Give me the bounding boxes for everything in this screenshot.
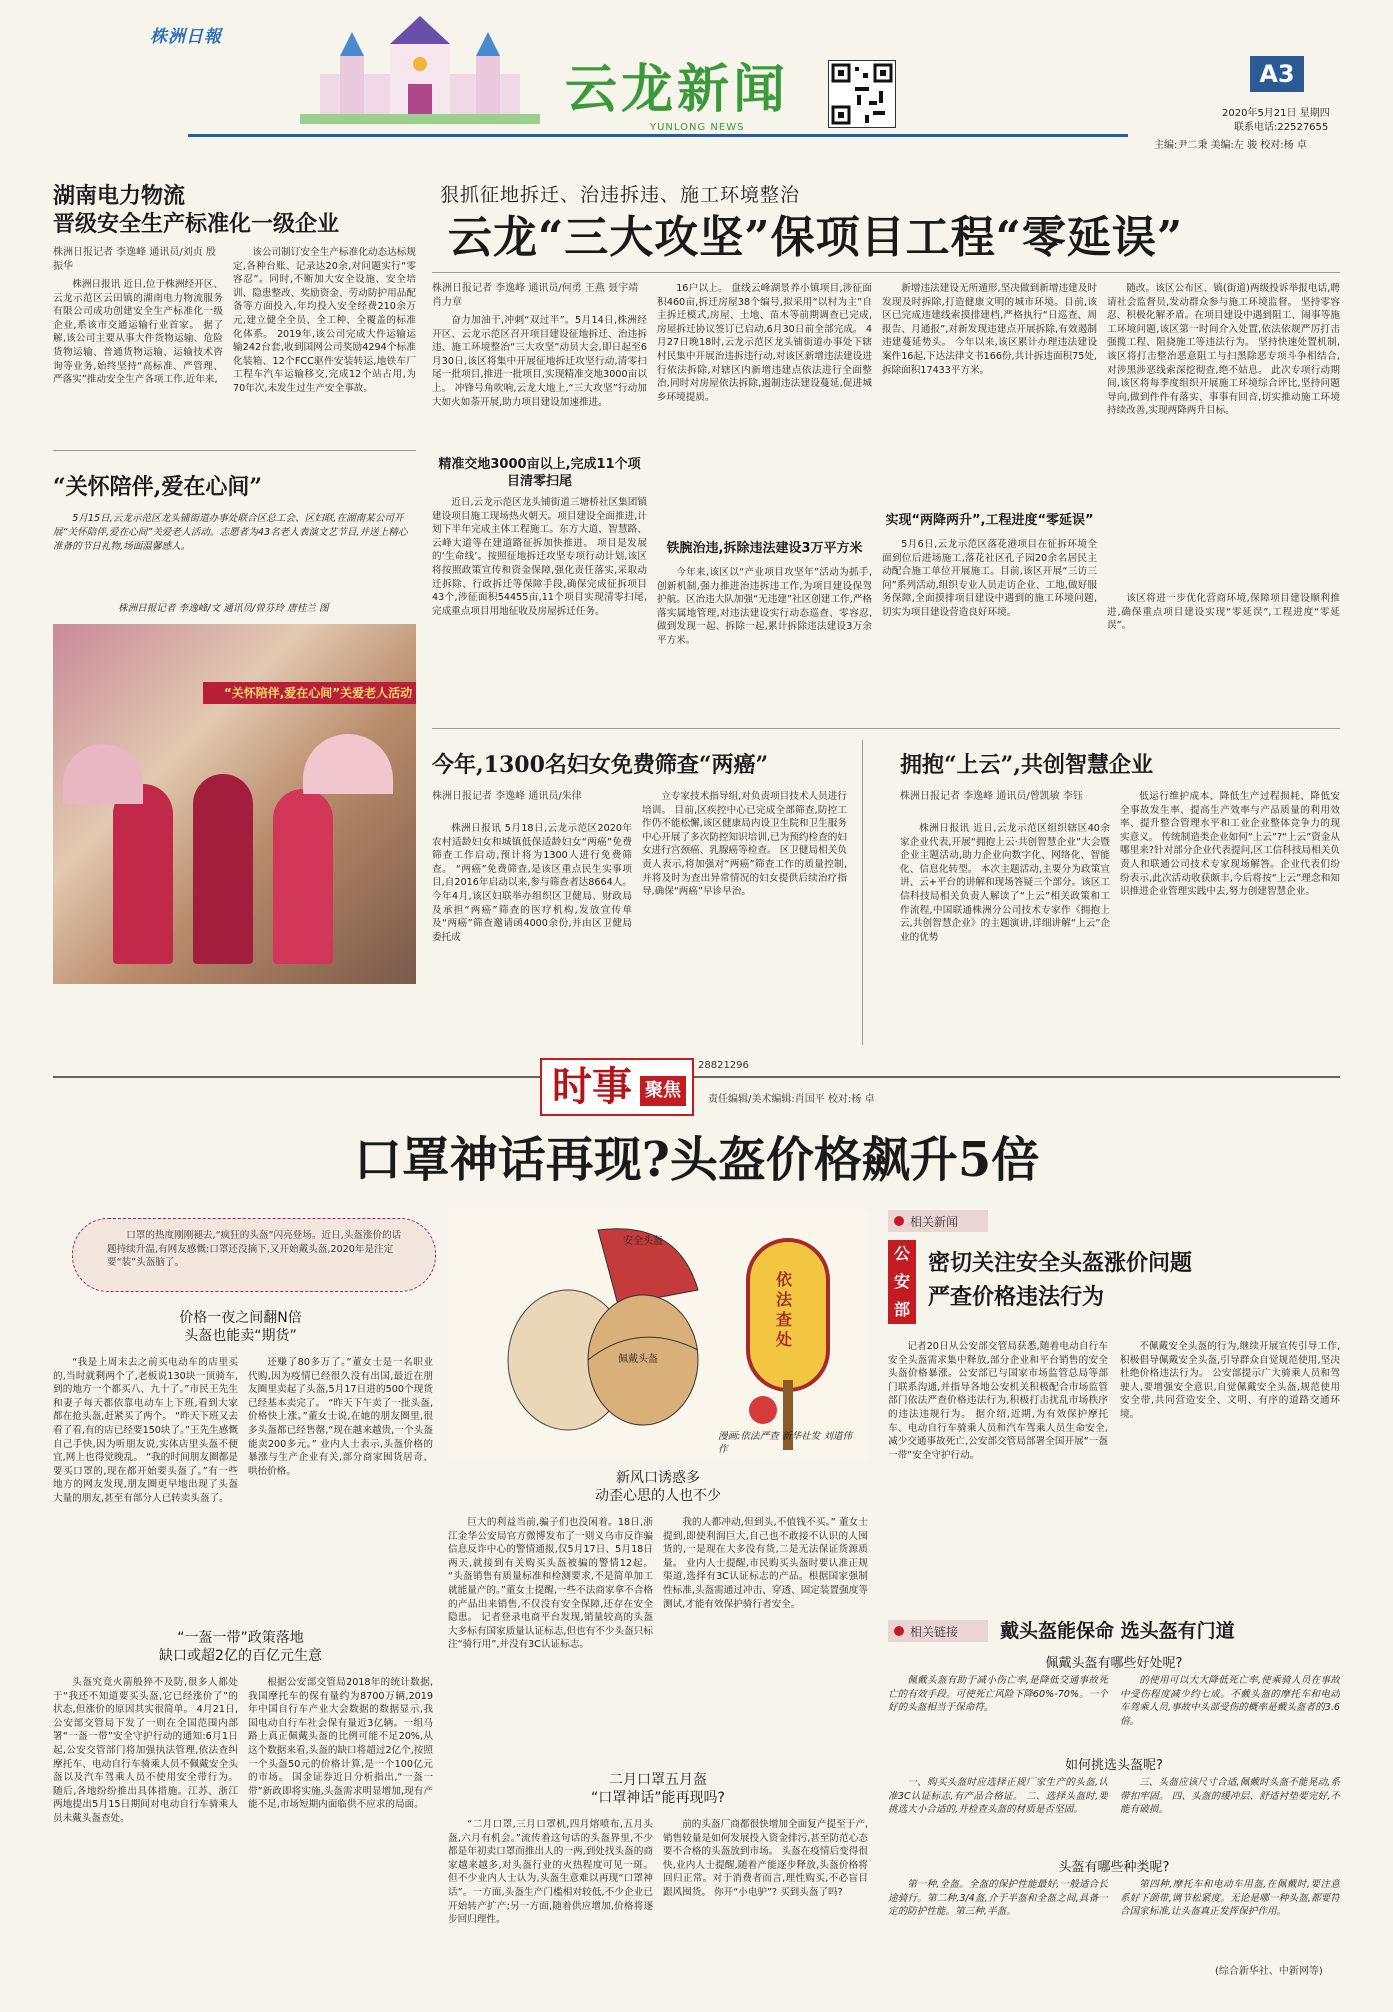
related-dept: 公安部	[888, 1240, 916, 1324]
main-col2-subhead: 铁腕治违,拆除违法建设3万平方米	[666, 541, 863, 556]
link-tag-dot	[894, 1626, 904, 1636]
screening-text-2: 立专家技术指导组,对负责项目技术人员进行培训。 目前,区疾控中心已完成全部筛查,防控工作仍不能松懈,该区健康局内设卫生院和卫生服务中心开展了多次防控知识培训,已为预约检查的妇女进行宫颈癌、乳腺癌等检查。 区卫健局相关负责人表示,将加强对“两癌”筛查工作的质量控制,并将及时为查出异常情况的妇女提供后续治疗指导,确保“两癌”早诊早治。	[642, 791, 847, 898]
divider	[53, 450, 416, 451]
contact-phone: 联系电话:22527655	[1234, 122, 1329, 133]
faq-question-1: 佩戴头盔有哪些好处呢?	[1045, 1656, 1183, 1671]
masthead-rule	[188, 134, 1128, 137]
section-pinyin: YUNLONG NEWS	[650, 122, 745, 133]
screening-headline: 今年,1300名妇女免费筛查“两癌”	[432, 752, 769, 778]
lead-box	[72, 1218, 436, 1292]
faq-answer-1: 佩戴头盔有助于减小伤亡率,是降低交通事故死亡的有效手段。可使死亡风险下降60%-70%。一个好的头盔相当于保命符。	[888, 1675, 1108, 1714]
main-col4-text2: 该区将进一步优化营商环境,保障项目建设顺利推进,确保重点项目建设实现“零延误”,工程进度“零延误”。	[1107, 593, 1340, 632]
shishi-phone: 28821296	[698, 1060, 749, 1071]
shishi-label	[540, 1058, 694, 1116]
faq-answer-2: 一、购买头盔时应选择正规厂家生产的头盔,认准3C认证标志,有产品合格证。 二、选择头盔时,要挑选大小合适的,并检查头盔的材质是否坚固。	[888, 1777, 1108, 1816]
helmet-sub3b: 动歪心思的人也不少	[595, 1488, 721, 1504]
helmet-sub4a: 二月口罩五月盔	[609, 1772, 707, 1788]
section-banner-rule	[53, 1076, 1340, 1078]
cloud-text-1: 株洲日报讯 近日,云龙示范区组织辖区40余家企业代表,开展“拥抱上云·共创智慧企业”大会暨企业主题活动,助力企业向数字化、网络化、智能化、信息化转型。 本次主题活动,主要分为政策宣讲、云+平台的讲解和现场答疑三个部分。该区工信科技局相关负责人解读了“上云”相关政策和工作流程,中国联通株洲分公司技术专家作《拥抱上云,共创智慧企业》的主题演讲,详细讲解“上云”企业的优势	[900, 823, 1110, 943]
photo-fan	[63, 744, 143, 804]
related-title-1: 密切关注安全头盔涨价问题	[928, 1250, 1193, 1276]
helmet-text-6: 我的人都冲动,但到头,不值钱不买。” 董女士提到,即使利润巨大,自己也不敢接不认识的人囤货的,一是现在大多没有货,二是无法保证货源质量。 业内人士提醒,市民购买头盔时要认准正规渠道,选择有3C认证标志的产品。根据国家强制性标准,头盔需通过冲击、穿透、固定装置强度等测试,才能有效保护骑行者安全。	[663, 1517, 868, 1610]
cartoon-credit: 漫画:依法严查 新华社发 刘道伟 作	[718, 1431, 853, 1455]
shishi-headline: 口罩神话再现?头盔价格飙升5倍	[353, 1132, 1040, 1188]
care-byline: 株洲日报记者 李逸峰/文 通讯员/曾芬玲 唐桂兰 图	[118, 603, 329, 614]
faq-answer-1b: 的使用可以大大降低死亡率,使乘骑人员在事故中受伤程度减少约七成。不戴头盔的摩托车和电动车驾乘人员,事故中头部受伤的概率是戴头盔者的3.6倍。	[1120, 1675, 1340, 1727]
section-title: 云龙新闻	[565, 59, 790, 120]
cloud-headline: 拥抱“上云”,共创智慧企业	[900, 752, 1153, 778]
helmet-sub4b: “口罩神话”能再现吗?	[591, 1790, 725, 1806]
qr-code	[828, 60, 896, 128]
helmet-sub3a: 新风口诱惑多	[616, 1470, 700, 1486]
care-text: 5月15日,云龙示范区龙头铺街道办事处联合区总工会、区妇联,在湖南某公司开展“关怀陪伴,爱在心间”关爱老人活动。志愿者为43名老人表演文艺节目,并送上精心准备的节日礼物,场面温馨感人。	[53, 513, 408, 552]
issue-date: 2020年5月21日 星期四	[1222, 108, 1330, 119]
paper-logo: 株洲日報	[150, 27, 222, 47]
shishi-label-main: 时事	[552, 1063, 632, 1110]
related-title-2: 严查价格违法行为	[928, 1284, 1105, 1310]
masthead	[0, 0, 1393, 150]
cartoon-illustration	[448, 1210, 868, 1460]
cartoon	[448, 1210, 868, 1460]
source-note: (综合新华社、中新网等)	[1215, 1966, 1323, 1977]
shishi-editors: 责任编辑/美术编辑:肖国平 校对:杨 卓	[708, 1094, 875, 1105]
castle-illustration	[300, 14, 540, 124]
editors-line: 主编:尹二秉 美编:左 骏 校对:杨 卓	[1154, 140, 1307, 151]
link-tag-label: 相关链接	[910, 1625, 959, 1639]
faq-question-2: 如何挑选头盔呢?	[1065, 1758, 1163, 1773]
helmet-text-5: 巨大的利益当前,骗子们也没闲着。18日,浙江金华公安局官方微博发布了一则义乌市反诈骗信息反诈中心的警情通报,仅5月17日、5月18日两天,就接到有关购买头盔被骗的警情12起。 “头盔销售有质量标准和检测要求,不是简单加工就能量产的。”董女士提醒,一些不法商家拿不合格的产品出来销售,不仅没有安全保障,还存在安全隐患。 记者登录电商平台发现,销量较高的头盔大多标有国家质量认证标志,但也有不少头盔只标注“骑行用”,并没有3C认证标志。	[448, 1517, 653, 1651]
main-col2-text2: 今年来,该区以“产业项目攻坚年”活动为抓手,创新机制,强力推进治违拆违工作,为项目建设保驾护航。区治违大队加强“无违建”社区创建工作,严格落实属地管理,对违法建设实行动态巡查、零容忍,做到发现一起、拆除一起,累计拆除违法建设3万余平方米。	[657, 567, 872, 646]
related-tag-label: 相关新闻	[910, 1215, 959, 1229]
photo-banner: “关怀陪伴,爱在心间”关爱老人活动	[203, 682, 416, 704]
screening-text-1: 株洲日报讯 5月18日,云龙示范区2020年农村适龄妇女和城镇低保适龄妇女“两癌”免费筛查工作启动,预计将为1300人进行免费筛查。 “两癌”免费筛查,是该区重点民生实事项目,自2016年启动以来,参与筛查者达8664人。今年4月,该区妇联举办组织区卫健局、财政局及承担“两癌”筛查的医疗机构,发放宣传单及“两癌”筛查邀请函4000余份,并由区卫健局委托成	[432, 823, 632, 943]
cloud-text-2: 低运行维护成本、降低生产过程损耗、降低安全事故发生率、提高生产效率与产品质量的利用效率、提升整合管理水平和工业企业整体竞争力的现实意义。 传统制造类企业如何“上云”?“上云”资金从哪里来?针对部分企业代表提问,区工信科技局相关负责人和联通公司技术专家现场解答。企业代表们纷纷表示,此次活动收获颇丰,今后将按“上云”理念和知识推进企业管理实践中去,努力创建智慧企业。	[1120, 791, 1340, 898]
care-photo	[53, 624, 416, 984]
main-col1-text2: 近日,云龙示范区龙头铺街道三塘桥社区集团镇建设项目施工现场热火朝天。项目建设全面推进,计划下半年完成主体工程施工。东方大道、智慧路、云峰大道等在建道路征拆加快推进。 项目是发展的‘生命线’。按照征地拆迁攻坚专项行动计划,该区将按照政策宣传和资金保障,强化责任落实,采取动迁拆除、行政拆迁等保障手段,确保完成征拆项目43个,涉征面积54455亩,11个项目实现清零扫尾,完成重点项目用地征收及房屋拆迁任务。	[432, 497, 647, 617]
photo-fan	[303, 734, 393, 794]
care-headline: “关怀陪伴,爱在心间”	[53, 474, 262, 500]
left-headline-1: 湖南电力物流	[53, 183, 186, 209]
link-title: 戴头盔能保命 选头盔有门道	[1000, 1620, 1235, 1642]
main-col1-text: 奋力加油干,冲刺“双过半”。5月14日,株洲经开区、云龙示范区召开项目建设征地拆迁、治违拆违、施工环境整治“三大攻坚”动员大会,即日起至6月30日,该区将集中开展征地拆迁攻坚行动,清零扫尾一批项目,推进一批项目,实现精准交地3000亩以上。 冲锋号角吹响,云龙大地上,“三大攻坚”行动加大如火如荼开展,助力项目建设加速推进。	[432, 315, 647, 408]
helmet-sub1a: 价格一夜之间翻N倍	[179, 1310, 302, 1326]
link-tag	[888, 1620, 988, 1642]
screening-byline: 株洲日报记者 李逸峰 通讯员/朱律	[432, 791, 582, 802]
shishi-label-sub: 聚焦	[640, 1076, 686, 1106]
related-tag-dot	[894, 1216, 904, 1226]
main-col3-text: 新增违法建设无所遁形,坚决做到新增违建及时发现及时拆除,打造健康文明的城市环境。目前,该区已完成违建线索摸排建档,严格执行“日巡查、周报告、月通报”,对新发现违建点开展拆除,有效遏制违建蔓延势头。 今年以来,该区累计办理违法建设案件16起,下达法律文书166份,共计拆违面积75处,拆除面积17433平方米。	[882, 283, 1097, 376]
helmet-sub2a: “一盔一带”政策落地	[177, 1630, 304, 1646]
helmet-text-2: 还赚了80多万了。”董女士是一名职业代购,因为疫情已经很久没有出国,最近在朋友圈里卖起了头盔,5月17日进的500个现货已经基本卖完了。 “昨天下午卖了一批头盔,价格快上涨。”董女士说,在她的朋友圈里,很多头盔都已经售罄,“现在越来越贵,一个头盔能卖200多元。” 业内人士表示,头盔价格的暴涨与生产企业有关,部分商家囤货居奇、哄抬价格。	[248, 1357, 433, 1477]
left-byline: 株洲日报记者 李逸峰 通讯员/刘贞 殷振华	[53, 247, 216, 272]
faq-answer-2b: 三、头盔应该尺寸合适,佩戴时头盔不能晃动,系带扣牢固。 四、头盔的缓冲层、舒适衬垫要完好,不能有破损。	[1120, 1777, 1340, 1816]
cartoon-tag-1: 安全头盔	[623, 1236, 663, 1247]
photo-figure	[113, 784, 173, 964]
page-number: A3	[1250, 56, 1304, 92]
left-headline-2: 晋级安全生产标准化一级企业	[53, 211, 340, 237]
main-col3-text2: 5月6日,云龙示范区落花港项目在征拆环境全面到位后进场施工,落花社区孔子园20余名居民主动配合施工单位开展施工。目前,该区开展“三访三问”系列活动,组织专业人员走访企业、工地,做好服务保障,全面摸排项目建设中遇到的施工环境问题,切实为项目建设营造良好环境。	[882, 539, 1097, 618]
helmet-text-1: “我是上周末去之前买电动车的店里买的,当时就剩两个了,老板说130块一顶骑车,到的地方一个都买八、九十了。”市民王先生和妻子每天都依靠电动车上下班,看到大家都在抢头盔,赶紧买了两个。 “昨天下班又去看了看,有的店已经要150块了。”王先生感慨自己手快,因为听朋友说,实体店里头盔不便宜,网上也得觉晚乱。 “我的时间朋友圈都是要买口罩的,现在都开始要头盔了。”有一些地方的网友发现,朋友圈更早地出现了头盔大量的朋友,甚至有部分人已转卖头盔了。	[53, 1357, 238, 1504]
main-col1-subhead: 精准交地3000亩以上,完成11个项目清零扫尾	[438, 457, 641, 489]
divider	[862, 740, 863, 1045]
helmet-sub1b: 头盔也能卖“期货”	[184, 1328, 297, 1344]
cartoon-tag-2: 佩戴头盔	[618, 1354, 658, 1365]
main-col4-text: 随改。该区公布区、镇(街道)两级投诉举报电话,聘请社会监督员,发动群众参与施工环境监督。 坚持零容忍、积极化解矛盾。在项目建设中遇到阻工、闹事等施工环境问题,该区第一时间介入处置,依法依规严厉打击强揽工程、阻挠施工等违法行为。 坚持快速处置机制,该区将打击整治恶意阻工与扫黑除恶专项斗争相结合,对涉黑涉恶线索深挖彻查,绝不姑息。 此次专项行动期间,该区将每季度组织开展施工环境综合评比,坚持问题导向,做到件件有落实、事事有回音,切实推动施工环境持续改善,实现两降两升目标。	[1107, 283, 1340, 417]
divider	[432, 728, 1340, 729]
helmet-text-7: “二月口罩,三月口罩机,四月熔喷布,五月头盔,六月有机会。”流传着这句话的头盔界里,不少都是年初卖口罩而推出人的一两,到处找头盔的商家越来越多,对头盔行业的火热程度可见一斑。 但不少业内人士认为,头盔生意难以再现“口罩神话”。一方面,头盔生产门槛相对较低,不少企业已开始转产扩产;另一方面,随着供应增加,价格将逐步回归理性。	[448, 1819, 653, 1926]
helmet-sub2b: 缺口或超2亿的百亿元生意	[159, 1648, 322, 1664]
main-col3-subhead: 实现“两降两升”,工程进度“零延误”	[885, 513, 1094, 528]
photo-figure	[273, 789, 333, 964]
divider	[432, 272, 1340, 273]
main-kicker: 狠抓征地拆迁、治违拆违、施工环境整治	[440, 184, 801, 206]
faq-question-3: 头盔有哪些种类呢?	[1058, 1860, 1170, 1875]
helmet-text-4: 根据公安部交管局2018年的统计数据,我国摩托车的保有量约为8700万辆,2019年中国自行车产业大会数据的数据显示,我国电动自行车社会保有量近3亿辆。一组马路上真正佩戴头盔的比例可能不足20%,从这个数据来看,头盔的缺口将超过2亿个,按照一个头盔50元的价格计算,是一个100亿元的市场。 国金证券近日分析指出,“一盔一带”新政即将实施,头盔需求明显增加,现有产能不足,市场短期内面临供不应求的局面。	[248, 1677, 433, 1811]
faq-answer-3: 第一种,全盔。全盔的保护性能最好,一般适合长途骑行。第二种,3/4盔,介于半盔和全盔之间,具备一定的防护性能。第三种,半盔。	[888, 1879, 1108, 1918]
left-text-a: 株洲日报讯 近日,位于株洲经开区、云龙示范区云田镇的湖南电力物流服务有限公司成功创建安全生产标准化一级企业,系该市交通运输行业首家。 据了解,该公司主要从事大件货物运输、危险货物运输、普通货物运输、运输技术咨询等业务,始终坚持“高标准、严管理、严落实”推动安全生产各项工作,近年来,	[53, 279, 223, 386]
photo-figure	[193, 774, 253, 964]
main-col2-text: 16户以上。 盘线云峰湖景养小镇项目,涉征面积460亩,拆迁房屋38个编号,拟采用“以村为主”自主拆迁模式,房屋、土地、苗木等前期调查已完成,房屋拆迁协议签订已启动,6月30日前全部完成。 4月27日晚18时,云龙示范区龙头铺街道办事处下辖村民集中开展治违拆违行动,对该区新增违法建设进行依法拆除,对辖区内新增违建点依法进行全面整治,同时对房屋依法拆除,遏制违法建设蔓延,促进城乡环境提质。	[657, 283, 872, 403]
cartoon-sign: 依法查处	[776, 1270, 793, 1349]
related-text-2: 不佩戴安全头盔的行为,继续开展宣传引导工作,积极倡导佩戴安全头盔,引导群众自觉规范使用,坚决杜绝价格违法行为。 公安部提示广大骑乘人员和驾驶人,要增强安全意识,自觉佩戴安全头盔,规范使用安全带,共同营造安全、文明、有序的道路交通环境。	[1120, 1341, 1340, 1420]
main-byline: 株洲日报记者 李逸峰 通讯员/何勇 王燕 聂宇靖 肖力章	[432, 283, 639, 308]
cloud-byline: 株洲日报记者 李逸峰 通讯员/曾凯敏 李钰	[900, 791, 1083, 802]
faq-answer-3b: 第四种,摩托车和电动车用盔,在佩戴时,要注意系好下颌带,调节松紧度。无论是哪一种头盔,都要符合国家标准,让头盔真正发挥保护作用。	[1120, 1879, 1340, 1918]
related-text-1: 记者20日从公安部交管局获悉,随着电动自行车安全头盔需求集中释放,部分企业和平台销售的安全头盔价格暴涨。公安部已与国家市场监管总局等部门联系沟通,并指导各地公安机关积极配合市场监管部门依法严查价格违法行为,积极打击扰乱市场秩序的违法违规行为。 据介绍,近期,为有效保护摩托车、电动自行车骑乘人员和汽车驾乘人员生命安全,减少交通事故死亡,公安部交管局部署全国开展“一盔一带”安全守护行动。	[888, 1341, 1108, 1461]
left-text-b: 该公司制订安全生产标准化动态达标规定,各种台账、记录达20余,对问题实行“零容忍”。同时,不断加大安全设施、安全培训、隐患整改、奖励资金、劳动防护用品配备等方面投入,年均投入安全经费210余万元,建立健全全员、全工种、全覆盖的标准化体系。 2019年,该公司完成大件运输运输242台套,收到国网公司奖励4294个标准化装箱、12个FCC驱件安装转运,地铁车厂工程车汽车运输移交,完成12个站占用,为70年次,未发生过生产安全事故。	[233, 247, 416, 394]
main-headline: 云龙“三大攻坚”保项目工程“零延误”	[448, 212, 1184, 263]
related-tag	[888, 1210, 988, 1232]
helmet-text-8: 前的头盔厂商都很快增加全面复产提至于产,销售较量是如何发展投入资金排污,甚至防范心态要不合格的头盔放到市场。 头盔在疫情后变得很快,业内人士提醒,随着产能逐步释放,头盔价格将回归正常。对于消费者而言,理性购买,不必盲目跟风囤货。 你开“小电驴”? 买到头盔了吗?	[663, 1819, 868, 1898]
helmet-text-3: 头盔究竟火箭般猝不及防,很多人都处于“我还不知道要买头盔,它已经涨价了”的状态,但涨价的原因其实很简单。 4月21日,公安部交管局下发了一则在全国范围内部署“一盔一带”安全守护行动的通知:6月1日起,公安交管部门将加强执法管理,依法查纠摩托车、电动自行车骑乘人员不佩戴安全头盔以及汽车驾乘人员不使用安全带行为。 随后,各地纷纷推出具体措施。江苏、浙江两地提出5月15日期间对电动自行车骑乘人员未戴头盔查处。	[53, 1677, 238, 1824]
lead-text: 口罩的热度刚刚褪去,“疯狂的头盔”闪亮登场。近日,头盔涨价的话题持续升温,有网友感慨:口罩还没摘下,又开始戴头盔,2020年是注定要“装”头盔脑了。	[107, 1230, 402, 1268]
